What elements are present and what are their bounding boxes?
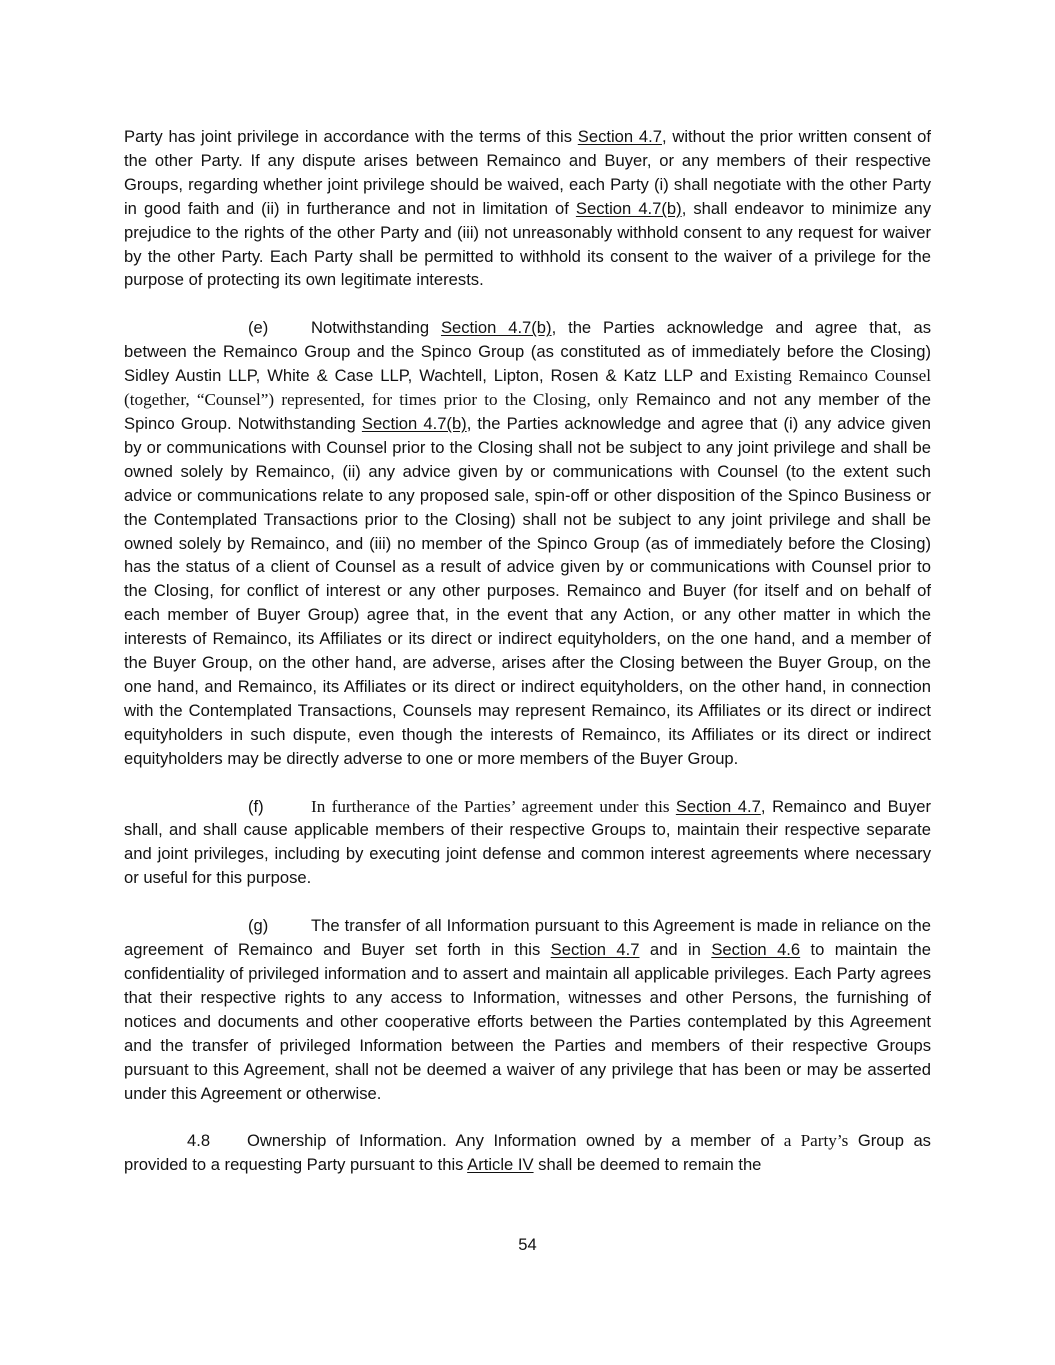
text-run: , the Parties acknowledge and agree that, as between the Remainco Group and the Spinco Group (as constituted as of immediately before the Closing) Sidley Austin LLP, White & Case LLP, Wachtell, Lipton, Rosen & Katz LLP and xyxy=(124,318,931,386)
text-run-serif: a Party’s xyxy=(783,1131,849,1151)
section-reference: Section 4.6 xyxy=(711,940,801,960)
section-reference: Section 4.7 xyxy=(577,127,662,146)
text-run-serif: In furtherance of the Parties’ agreement under this xyxy=(311,796,676,816)
text-run: , shall endeavor to minimize any prejudice to the rights of the other Party and (iii) not unreasonably withhold consent to any request for waiver by the other Party. Each Party shall be permitted to withhold its consent to the waiver of a privilege for the purpose of protecting its own legitimate interests. xyxy=(124,198,931,290)
section-reference: Section 4.7(b) xyxy=(575,198,682,218)
paragraph-g xyxy=(124,914,931,1105)
document-body xyxy=(124,125,931,1201)
text-run: , the Parties acknowledge and agree that (i) any advice given by or communications with Counsel prior to the Closing shall not be subject to any joint privilege and shall be owned solely by Remainco, (ii) any advice given by or communications with Counsel (to the extent such advice or communications relate to any proposed sale, spin-off or other disposition of the Spinco Business or the Contemplated Transactions prior to the Closing) shall not be subject to any joint privilege and shall be owned solely by Remainco, and (iii) no member of the Spinco Group (as of immediately before the Closing) has the status of a client of Counsel as a result of advice given by or communications with Counsel prior to the Closing, for conflict of interest or any other purposes. Remainco and Buyer (for itself and on behalf of each member of Buyer Group) agree that, in the event that any Action, or any other matter in which the interests of Remainco, its Affiliates or its direct or indirect equityholders, on the one hand, and a member of the Buyer Group, on the other hand, are adverse, arises after the Closing between the Buyer Group, on the one hand, and Remainco, its Affiliates or its direct or indirect equityholders, on the other hand, in connection with the Contemplated Transactions, Counsels may represent Remainco, its Affiliates or its direct or indirect equityholders in such dispute, even though the interests of Remainco, its Affiliates or its direct or indirect equityholders may be directly adverse to one or more members of the Buyer Group. xyxy=(124,413,931,768)
text-run: shall be deemed to remain the xyxy=(533,1155,762,1175)
text-run: to maintain the confidentiality of privileged information and to assert and maintain all applicable privileges. Each Party agrees that their respective rights to any access to Information, witnesses and other Persons, the furnishing of notices and documents and other cooperative efforts between the Parties contemplated by this Agreement and the transfer of privileged Information between the Parties and members of their respective Groups pursuant to this Agreement, shall not be deemed a waiver of any privilege that has been or may be asserted under this Agreement or otherwise. xyxy=(124,940,931,1103)
section-reference: Section 4.7(b) xyxy=(440,318,552,338)
text-run-serif: Existing Remainco Counsel (together, “Counsel”) represented, for times prior to the Closing, only xyxy=(124,366,931,410)
text-run: Ownership of Information. Any Information owned by a member of xyxy=(247,1131,784,1151)
text-run: , without the prior written consent of the other Party. If any dispute arises between Remainco and Buyer, or any members of their respective Groups, regarding whether joint privilege should be waived, each Party (i) shall negotiate with the other Party in good faith and (ii) in furtherance and not in limitation of xyxy=(124,127,931,218)
section-reference: Section 4.7 xyxy=(675,796,761,816)
text-run: , Remainco and Buyer shall, and shall cause applicable members of their respective Groups to, maintain their respective separate and joint privileges, including by executing joint defense and common interest agreements where necessary or useful for this purpose. xyxy=(124,796,931,888)
paragraph-continued xyxy=(124,125,931,292)
section-number: 4.8 xyxy=(187,1131,211,1151)
text-run: The transfer of all Information pursuant to this Agreement is made in reliance on the agreement of Remainco and Buyer set forth in this xyxy=(124,916,931,960)
section-4-8 xyxy=(124,1129,931,1177)
clause-label: (g) xyxy=(248,916,269,936)
page-number: 54 xyxy=(518,1235,537,1254)
paragraph-e xyxy=(124,316,931,770)
paragraph-f xyxy=(124,795,931,891)
text-run: Remainco and not any member of the Spinco Group. Notwithstanding xyxy=(124,390,931,433)
text-run: Party has joint privilege in accordance with the terms of this xyxy=(124,127,578,146)
clause-label: (f) xyxy=(248,796,264,816)
text-run: and in xyxy=(639,940,712,960)
section-reference: Section 4.7(b) xyxy=(361,413,467,433)
section-reference: Section 4.7 xyxy=(550,940,640,960)
article-reference: Article IV xyxy=(467,1155,534,1175)
text-run: Notwithstanding xyxy=(311,318,441,338)
clause-label: (e) xyxy=(248,318,269,338)
text-run: Group as provided to a requesting Party pursuant to this xyxy=(124,1131,931,1175)
